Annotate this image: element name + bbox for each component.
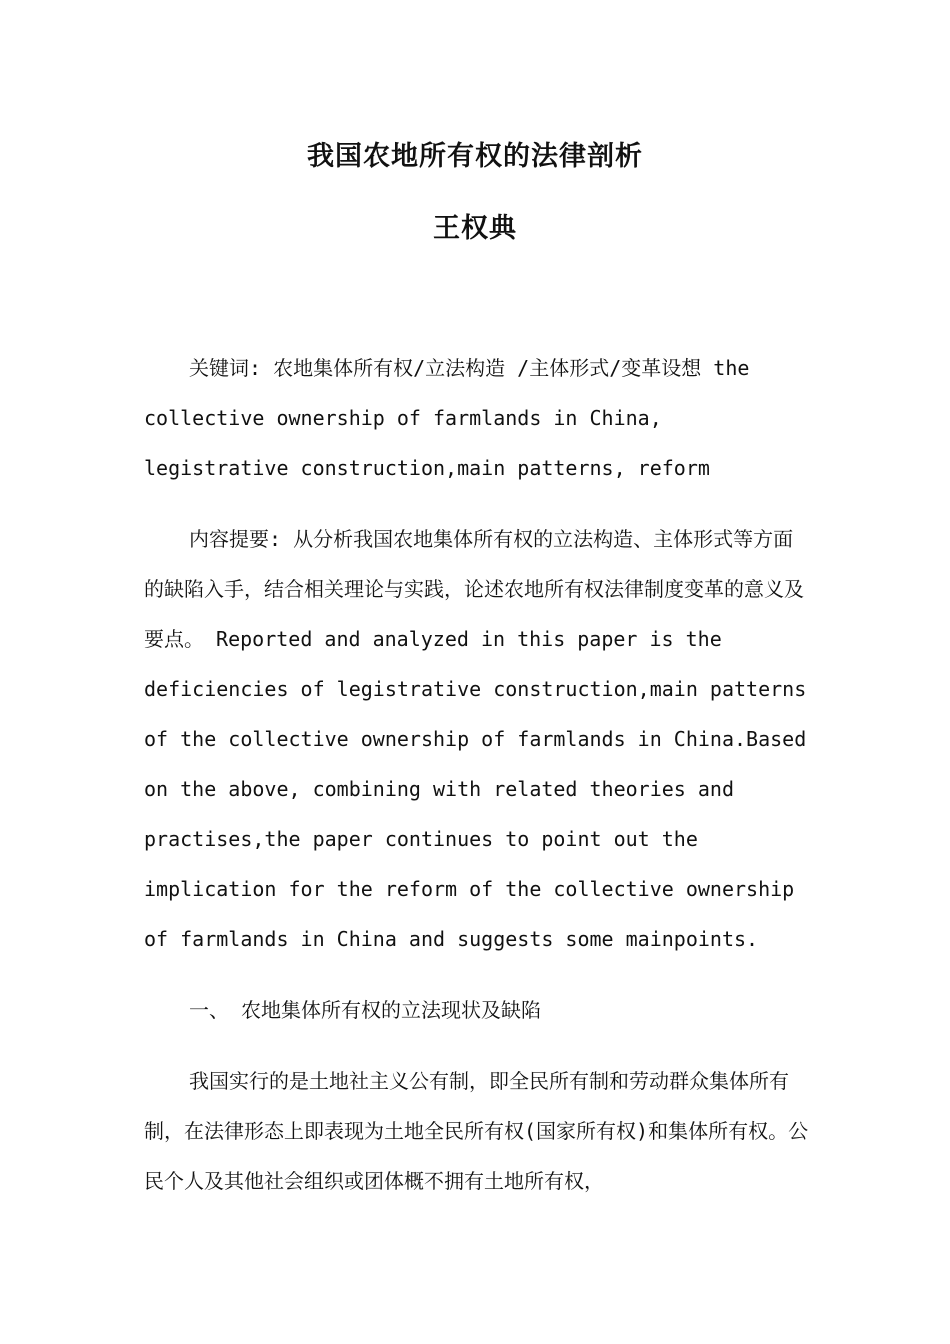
body-paragraph-1: 我国实行的是土地社主义公有制，即全民所有制和劳动群众集体所有制，在法律形态上即表现为土地全民所有权(国家所有权)和集体所有权。公民个人及其他社会组织或团体概不拥有土地所有权， bbox=[144, 1069, 809, 1193]
abstract-paragraph bbox=[144, 514, 809, 964]
document-author: 王权典 bbox=[433, 213, 517, 244]
abstract-label: 内容提要: bbox=[189, 527, 282, 551]
section-heading-1: 一、 农地集体所有权的立法现状及缺陷 bbox=[189, 998, 542, 1022]
keywords-text: 农地集体所有权/立法构造 /主体形式/变革设想 the collective ownership of farmlands in China, legistrative construction,main patterns, reform bbox=[144, 356, 750, 480]
abstract-text: 从分析我国农地集体所有权的立法构造、主体形式等方面的缺陷入手，结合相关理论与实践，论述农地所有权法律制度变革的意义及要点。 Reported and analyzed in this paper is the deficiencies of legistrative construction,main patterns of the collective ownership of farmlands in China.Based on the above, combining with related theories and practises,the paper continues to point out the implication for the reform of the collective ownership of farmlands in China and suggests some mainpoints. bbox=[144, 527, 807, 951]
keywords-label: 关键词: bbox=[189, 356, 262, 380]
document-title: 我国农地所有权的法律剖析 bbox=[307, 141, 643, 172]
keywords-paragraph bbox=[144, 343, 809, 493]
